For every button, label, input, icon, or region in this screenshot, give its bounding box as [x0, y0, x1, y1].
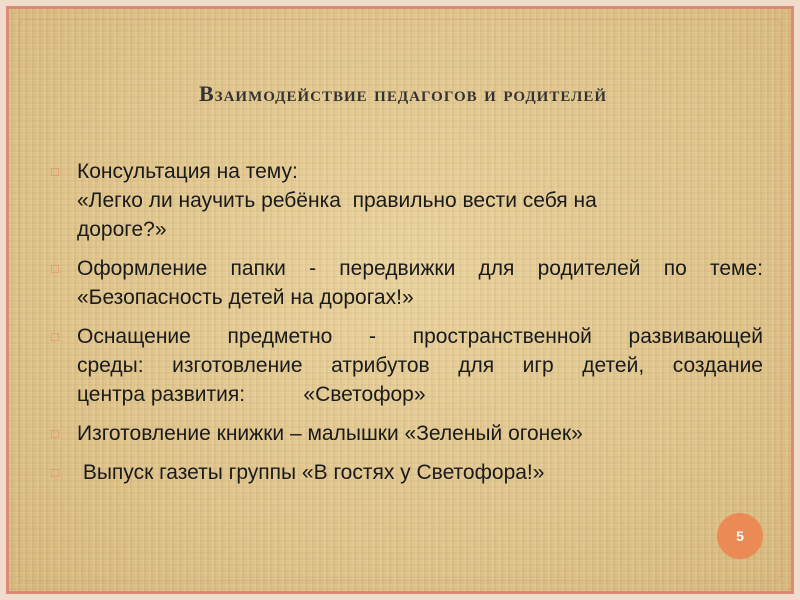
- bullet-line: центра развития: «Светофор»: [77, 383, 426, 406]
- bullet-item-book: [51, 419, 763, 448]
- bullet-item-environment: [51, 322, 763, 409]
- bullet-item-folder: [51, 254, 763, 312]
- bullet-line: «Легко ли научить ребёнка правильно вести себя на: [77, 189, 597, 212]
- bullet-line: Консультация на тему:: [77, 160, 298, 183]
- slide-title: Взаимодействие педагогов и родителей: [199, 81, 607, 106]
- bullet-line: Оснащение предметно - пространственной развивающей: [77, 325, 763, 348]
- page-number-badge: 5: [717, 513, 763, 559]
- bullet-list: [51, 157, 763, 497]
- bullet-item-consultation: [51, 157, 763, 244]
- bullet-line: Выпуск газеты группы «В гостях у Светофора!»: [77, 461, 545, 484]
- bullet-square-icon: □: [51, 329, 59, 344]
- bullet-line: «Безопасность детей на дорогах!»: [77, 286, 414, 309]
- bullet-line: среды: изготовление атрибутов для игр детей, создание: [77, 354, 763, 377]
- bullet-line: дороге?»: [77, 218, 167, 241]
- bullet-item-newspaper: [51, 458, 763, 487]
- slide-frame: [6, 6, 794, 594]
- bullet-square-icon: □: [51, 465, 59, 480]
- bullet-square-icon: □: [51, 426, 59, 441]
- bullet-line: Изготовление книжки – малышки «Зеленый огонек»: [77, 422, 583, 445]
- bullet-square-icon: □: [51, 261, 59, 276]
- bullet-line: Оформление папки - передвижки для родителей по теме:: [77, 257, 763, 280]
- bullet-square-icon: □: [51, 164, 59, 179]
